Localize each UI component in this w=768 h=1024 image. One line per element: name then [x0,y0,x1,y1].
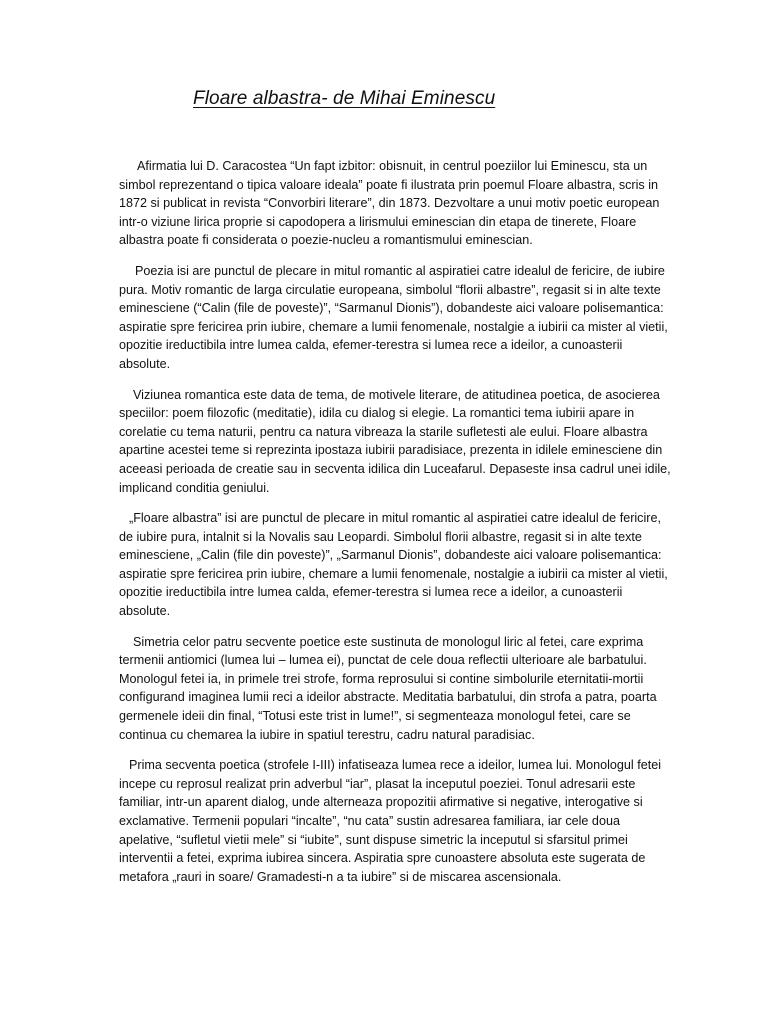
paragraph-5: Simetria celor patru secvente poetice este sustinuta de monologul liric al fetei, care exprima termenii antiomici (lumea lui – lumea ei), punctat de cele doua reflectii ulterioare ale barbatului. Monologul fetei ia, in primele trei strofe, forma reprosului si contine simbolurile eternitatii-mortii configurand imaginea lumii reci a ideilor abstracte. Meditatia barbatului, din strofa a patra, poarta germenele ideii din final, “Totusi este trist in lume!”, si segmenteaza monologul fetei, care se continua cu chemarea la iubire in spatiul terestru, cadru natural paradisiac. [119,634,657,742]
paragraph-3: Viziunea romantica este data de tema, de motivele literare, de atitudinea poetica, de asocierea speciilor: poem filozofic (meditatie), idila cu dialog si elegie. La romantici tema iubirii apare in corelatie cu tema naturii, pentru ca natura vibreaza la starile sufletesti ale eului. Floare albastra apartine acestei teme si reprezinta ipostaza iubirii paradisiace, prezenta in idilele eminesciene din aceeasi perioada de creatie sau in secventa idilica din Luceafarul. Depaseste insa cadrul unei idile, implicand conditia geniului. [119,387,671,495]
paragraph-1: Afirmatia lui D. Caracostea “Un fapt izbitor: obisnuit, in centrul poeziilor lui Eminescu, sta un simbol reprezentand o tipica valoare ideala” poate fi ilustrata prin poemul Floare albastra, scris in 1872 si publicat in revista “Convorbiri literare”, din 1873. Dezvoltare a unui motiv poetic european intr-o viziune lirica proprie si capodopera a lirismului eminescian din etapa de tinerete, Floare albastra poate fi considerata o poezie-nucleu a romantismului eminescian. [119,159,660,248]
paragraph-4: „Floare albastra” isi are punctul de plecare in mitul romantic al aspiratiei catre idealul de fericire, de iubire pura, intalnit si la Novalis sau Leopardi. Simbolul florii albastre, regasit si in alte texte eminesciene, „Calin (file din poveste)”, „Sarmanul Dionis”, dobandeste aici valoare polisemantica: aspiratie spre fericirea prin iubire, chemare a lumii fenomenale, nostalgie a iubirii ca mister al vietii, opozitie ireductibila intre lumea calda, efemer-terestra si lumea rece a ideilor, a cunoasterii absolute. [119,511,668,619]
document-body [119,157,674,898]
paragraph-6: Prima secventa poetica (strofele I-III) infatiseaza lumea rece a ideilor, lumea lui. Monologul fetei incepe cu reprosul realizat prin adverbul “iar”, plasat la inceputul poeziei. Tonul adresarii este familiar, intr-un aparent dialog, unde alterneaza propozitii afirmative si negative, interogative si exclamative. Termenii populari “incalte”, “nu cata” sustin adresarea familiara, iar cele doua apelative, “sufletul vietii mele” si “iubite”, sunt dispuse simetric la inceputul si sfarsitul primei interventii a fetei, exprima iubirea sincera. Aspiratia spre cunoastere absoluta este sugerata de metafora „rauri in soare/ Gramadesti-n a ta iubire” si de miscarea ascensionala. [119,758,661,884]
document-title: Floare albastra- de Mihai Eminescu [193,88,496,109]
paragraph-2: Poezia isi are punctul de plecare in mitul romantic al aspiratiei catre idealul de fericire, de iubire pura. Motiv romantic de larga circulatie europeana, simbolul “florii albastre”, regasit si in alte texte eminesciene (“Calin (file de poveste)”, “Sarmanul Dionis”), dobandeste aici valoare polisemantica: aspiratie spre fericirea prin iubire, chemare a lumii fenomenale, nostalgie a iubirii ca mister al vietii, opozitie ireductibila intre lumea calda, efemer-terestra si lumea rece a ideilor, a cunoasterii absolute. [119,263,668,371]
